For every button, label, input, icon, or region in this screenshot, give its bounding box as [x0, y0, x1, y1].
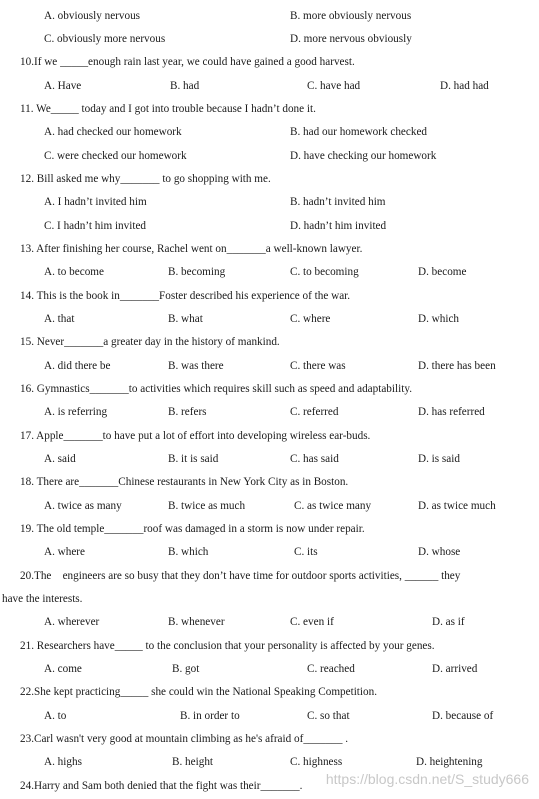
option-text: C. highness	[290, 756, 343, 768]
line-l7	[0, 148, 539, 164]
line-l29	[0, 661, 539, 677]
line-l4	[0, 78, 539, 94]
option-text: C. were checked our homework	[44, 150, 187, 162]
option-text: A. come	[44, 663, 82, 675]
question-text: 23.Carl wasn't very good at mountain climbing as he's afraid of_______ .	[20, 733, 349, 745]
option-text: A. is referring	[44, 406, 108, 418]
option-text: A. did there be	[44, 360, 111, 372]
option-text: C. to becoming	[290, 266, 359, 278]
line-l24	[0, 544, 539, 560]
line-l19	[0, 428, 539, 444]
option-text: D. has referred	[418, 406, 485, 418]
option-text: B. was there	[168, 360, 224, 372]
option-text: D. have checking our homework	[290, 150, 437, 162]
line-l1	[0, 8, 539, 24]
question-text: 15. Never_______a greater day in the history of mankind.	[20, 336, 280, 348]
option-text: C. as twice many	[294, 500, 372, 512]
option-text: B. in order to	[180, 710, 240, 722]
question-text: 13. After finishing her course, Rachel went on_______a well-known lawyer.	[20, 243, 363, 255]
line-l28	[0, 638, 539, 654]
line-l22	[0, 498, 539, 514]
option-text: C. its	[294, 546, 318, 558]
option-text: A. wherever	[44, 616, 100, 628]
option-text: D. hadn’t him invited	[290, 220, 387, 232]
option-text: A. I hadn’t invited him	[44, 196, 147, 208]
question-text: 17. Apple_______to have put a lot of effort into developing wireless ear-buds.	[20, 430, 371, 442]
question-text: 20.The engineers are so busy that they don’t have time for outdoor sports activities, ______ they	[20, 570, 461, 582]
option-text: D. as twice much	[418, 500, 496, 512]
option-text: B. got	[172, 663, 200, 675]
option-text: B. twice as much	[168, 500, 246, 512]
line-l5	[0, 101, 539, 117]
line-l12	[0, 264, 539, 280]
option-text: B. had	[170, 80, 200, 92]
line-l33	[0, 754, 539, 770]
option-text: D. there has been	[418, 360, 496, 372]
line-l27	[0, 614, 539, 630]
option-text: B. refers	[168, 406, 207, 418]
option-text: C. even if	[290, 616, 334, 628]
option-text: D. more nervous obviously	[290, 33, 412, 45]
option-text: D. had had	[440, 80, 489, 92]
question-text: 22.She kept practicing_____ she could win the National Speaking Competition.	[20, 686, 378, 698]
option-text: B. had our homework checked	[290, 126, 428, 138]
line-l10	[0, 218, 539, 234]
option-text: B. which	[168, 546, 209, 558]
line-l31	[0, 708, 539, 724]
option-text: A. to	[44, 710, 67, 722]
line-l2	[0, 31, 539, 47]
option-text: C. have had	[307, 80, 361, 92]
option-text: C. I hadn’t him invited	[44, 220, 147, 232]
question-text: 11. We_____ today and I got into trouble because I hadn’t done it.	[20, 103, 316, 115]
option-text: D. arrived	[432, 663, 478, 675]
line-l8	[0, 171, 539, 187]
option-text: A. highs	[44, 756, 82, 768]
question-text: 24.Harry and Sam both denied that the fight was their_______.	[20, 780, 303, 792]
option-text: C. referred	[290, 406, 339, 418]
option-text: C. has said	[290, 453, 339, 465]
option-text: A. to become	[44, 266, 104, 278]
question-text: have the interests.	[2, 593, 83, 605]
option-text: C. reached	[307, 663, 355, 675]
question-text: 18. There are_______Chinese restaurants in New York City as in Boston.	[20, 476, 349, 488]
line-l18	[0, 404, 539, 420]
line-l11	[0, 241, 539, 257]
line-l32	[0, 731, 539, 747]
option-text: D. become	[418, 266, 467, 278]
line-l23	[0, 521, 539, 537]
option-text: B. more obviously nervous	[290, 10, 412, 22]
option-text: D. because of	[432, 710, 494, 722]
option-text: D. is said	[418, 453, 460, 465]
option-text: B. height	[172, 756, 214, 768]
option-text: B. it is said	[168, 453, 219, 465]
option-text: D. as if	[432, 616, 465, 628]
option-text: D. which	[418, 313, 460, 325]
option-text: A. twice as many	[44, 500, 122, 512]
question-text: 14. This is the book in_______Foster described his experience of the war.	[20, 290, 351, 302]
option-text: B. whenever	[168, 616, 225, 628]
line-l14	[0, 311, 539, 327]
question-text: 12. Bill asked me why_______ to go shopping with me.	[20, 173, 271, 185]
line-l17	[0, 381, 539, 397]
option-text: B. becoming	[168, 266, 226, 278]
option-text: C. so that	[307, 710, 350, 722]
line-l13	[0, 288, 539, 304]
option-text: C. where	[290, 313, 331, 325]
line-l16	[0, 358, 539, 374]
line-l25	[0, 568, 539, 584]
option-text: B. hadn’t invited him	[290, 196, 386, 208]
line-l26	[0, 591, 539, 607]
option-text: A. where	[44, 546, 86, 558]
option-text: A. that	[44, 313, 75, 325]
question-text: 19. The old temple_______roof was damaged in a storm is now under repair.	[20, 523, 365, 535]
option-text: A. said	[44, 453, 76, 465]
watermark-text: https://blog.csdn.net/S_study666	[325, 771, 529, 787]
option-text: C. obviously more nervous	[44, 33, 166, 45]
line-l15	[0, 334, 539, 350]
question-text: 16. Gymnastics_______to activities which requires skill such as speed and adaptability.	[20, 383, 412, 395]
line-l9	[0, 194, 539, 210]
line-l6	[0, 124, 539, 140]
option-text: C. there was	[290, 360, 346, 372]
line-l3	[0, 54, 539, 70]
line-l30	[0, 684, 539, 700]
option-text: D. whose	[418, 546, 461, 558]
line-l21	[0, 474, 539, 490]
line-l20	[0, 451, 539, 467]
option-text: A. had checked our homework	[44, 126, 182, 138]
question-text: 10.If we _____enough rain last year, we could have gained a good harvest.	[20, 56, 355, 68]
option-text: B. what	[168, 313, 203, 325]
option-text: D. heightening	[416, 756, 483, 768]
option-text: A. Have	[44, 80, 82, 92]
question-text: 21. Researchers have_____ to the conclusion that your personality is affected by your genes.	[20, 640, 435, 652]
option-text: A. obviously nervous	[44, 10, 141, 22]
